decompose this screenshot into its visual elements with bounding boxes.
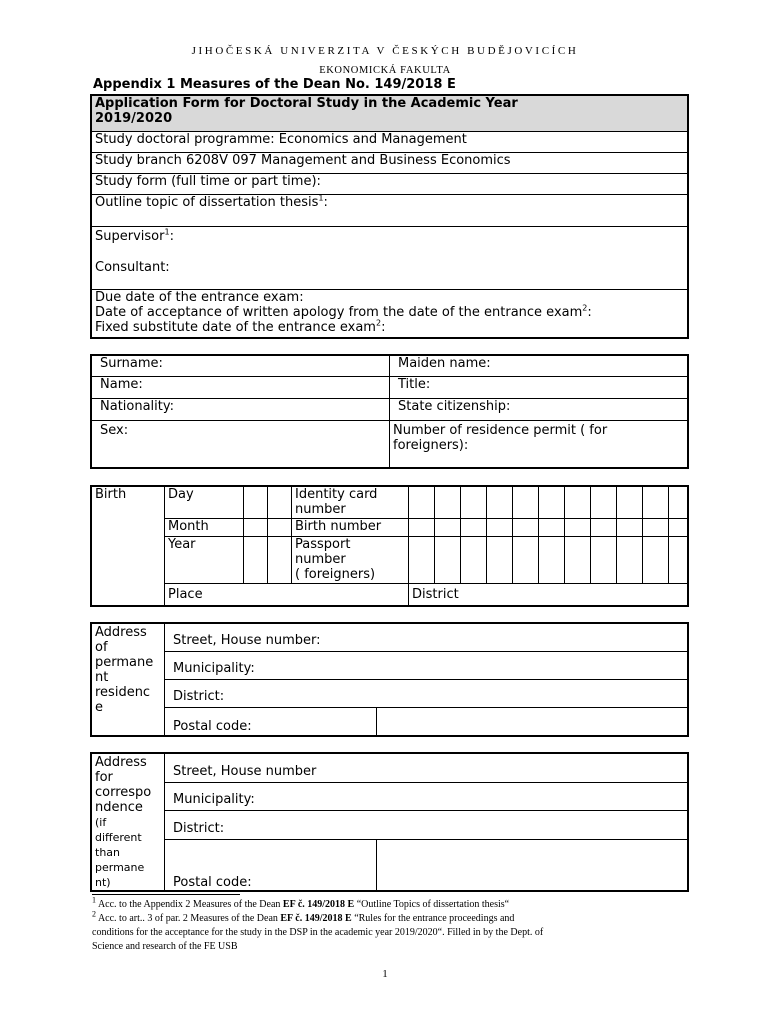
digit-box[interactable]: [513, 519, 539, 537]
permanent-address-table: [91, 623, 688, 736]
digit-box[interactable]: [435, 537, 461, 584]
correspondence-municipality-field[interactable]: Municipality:: [165, 782, 688, 811]
digit-box[interactable]: [565, 487, 591, 519]
correspondence-district-field[interactable]: District:: [165, 811, 688, 840]
permanent-address-label: Address of permane nt residenc e: [92, 624, 165, 736]
digit-box[interactable]: [591, 487, 617, 519]
digit-box[interactable]: [487, 487, 513, 519]
sex-field[interactable]: Sex:: [92, 421, 390, 468]
day-box-1[interactable]: [244, 487, 268, 519]
permanent-street-field[interactable]: Street, House number:: [165, 624, 688, 652]
digit-box[interactable]: [513, 537, 539, 584]
digit-box[interactable]: [461, 537, 487, 584]
day-label: Day: [165, 487, 244, 519]
month-box-1[interactable]: [244, 519, 268, 537]
digit-box[interactable]: [591, 519, 617, 537]
year-box-2[interactable]: [268, 537, 292, 584]
entrance-exam-dates[interactable]: Due date of the entrance exam: Date of acceptance of written apology from the date of the entrance exam$^2$: Fixed substitute date of the entrance exam$^2$:: [92, 290, 688, 338]
birth-table: [91, 486, 688, 606]
digit-box[interactable]: [461, 487, 487, 519]
correspondence-address-label: Address for correspo ndence (if different than permane nt): [92, 754, 165, 891]
personal-info-table: [91, 355, 688, 468]
digit-box[interactable]: [539, 487, 565, 519]
permanent-postal-field[interactable]: Postal code:: [165, 708, 377, 736]
title-field[interactable]: Title:: [390, 377, 688, 399]
month-box-2[interactable]: [268, 519, 292, 537]
digit-box[interactable]: [435, 487, 461, 519]
footnote-2: $^2$ Acc. to art.. 3 of par. 2 Measures of the Dean EF č. 149/2018 E “Rules for the entrance proceedings and conditions for the acceptance for the study in the DSP in the academic year 2019/2020“. Filled in by the Dept. of Science and research of the FE USB: [92, 909, 544, 952]
dissertation-topic-field[interactable]: Outline topic of dissertation thesis$^1$:: [92, 195, 688, 227]
digit-box[interactable]: [461, 519, 487, 537]
digit-box[interactable]: [643, 537, 669, 584]
digit-box[interactable]: [539, 519, 565, 537]
digit-box[interactable]: [565, 519, 591, 537]
page-number: 1: [382, 968, 388, 980]
supervisor-consultant-field[interactable]: Supervisor$^1$: Consultant:: [92, 227, 688, 290]
correspondence-postal-value[interactable]: [377, 839, 688, 890]
digit-box[interactable]: [669, 487, 688, 519]
maiden-name-field[interactable]: Maiden name:: [390, 356, 688, 377]
day-box-2[interactable]: [268, 487, 292, 519]
digit-box[interactable]: [539, 537, 565, 584]
digit-box[interactable]: [669, 537, 688, 584]
digit-box[interactable]: [565, 537, 591, 584]
passport-label: Passport number ( foreigners): [292, 537, 409, 584]
appendix-title: Appendix 1 Measures of the Dean No. 149/2018 E: [93, 77, 456, 92]
faculty-name: EKONOMICKÁ FAKULTA: [319, 65, 451, 76]
permanent-postal-value[interactable]: [377, 708, 688, 736]
birth-place-field[interactable]: Place: [165, 584, 409, 606]
residence-permit-field[interactable]: Number of residence permit ( for foreigners):: [390, 421, 688, 468]
digit-box[interactable]: [435, 519, 461, 537]
correspondence-address-table: [91, 753, 688, 891]
digit-box[interactable]: [409, 537, 435, 584]
digit-box[interactable]: [487, 519, 513, 537]
study-programme: Study doctoral programme: Economics and Management: [92, 132, 688, 153]
surname-field[interactable]: Surname:: [92, 356, 390, 377]
digit-box[interactable]: [513, 487, 539, 519]
year-label: Year: [165, 537, 244, 584]
birth-district-field[interactable]: District: [409, 584, 688, 606]
permanent-district-field[interactable]: District:: [165, 680, 688, 708]
permanent-municipality-field[interactable]: Municipality:: [165, 652, 688, 680]
university-name: JIHOČESKÁ UNIVERZITA V ČESKÝCH BUDĚJOVICÍCH: [191, 45, 579, 57]
digit-box[interactable]: [669, 519, 688, 537]
digit-box[interactable]: [643, 519, 669, 537]
correspondence-street-field[interactable]: Street, House number: [165, 754, 688, 783]
birth-label: Birth: [92, 487, 165, 606]
digit-box[interactable]: [617, 519, 643, 537]
study-branch: Study branch 6208V 097 Management and Business Economics: [92, 153, 688, 174]
digit-box[interactable]: [617, 487, 643, 519]
application-table: [91, 95, 688, 338]
digit-box[interactable]: [643, 487, 669, 519]
year-box-1[interactable]: [244, 537, 268, 584]
digit-box[interactable]: [409, 519, 435, 537]
digit-box[interactable]: [409, 487, 435, 519]
footnote-divider: [92, 894, 240, 895]
id-card-label: Identity card number: [292, 487, 409, 519]
birth-number-label: Birth number: [292, 519, 409, 537]
form-title: Application Form for Doctoral Study in the Academic Year 2019/2020: [92, 96, 688, 132]
month-label: Month: [165, 519, 244, 537]
nationality-field[interactable]: Nationality:: [92, 399, 390, 421]
footnote-1: $^1$ Acc. to the Appendix 2 Measures of the Dean EF č. 149/2018 E “Outline Topics of dissertation thesis“: [92, 895, 510, 910]
name-field[interactable]: Name:: [92, 377, 390, 399]
citizenship-field[interactable]: State citizenship:: [390, 399, 688, 421]
study-form-field[interactable]: Study form (full time or part time):: [92, 174, 688, 195]
digit-box[interactable]: [591, 537, 617, 584]
digit-box[interactable]: [487, 537, 513, 584]
digit-box[interactable]: [617, 537, 643, 584]
correspondence-postal-field[interactable]: Postal code:: [165, 839, 377, 890]
